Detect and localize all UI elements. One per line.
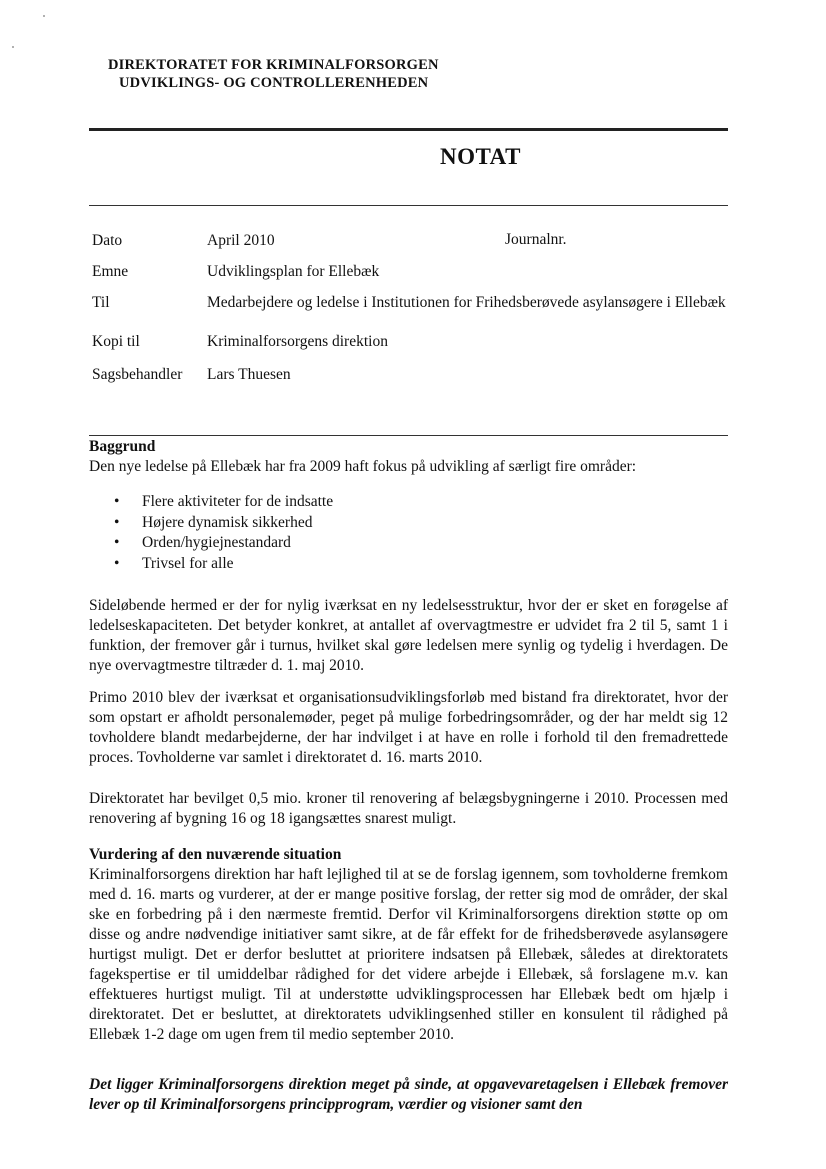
- date-value: April 2010: [207, 232, 275, 249]
- to-value: Medarbejdere og ledelse i Institutionen for Frihedsberøvede asylansøgere i Ellebæk: [207, 294, 726, 311]
- date-label: Dato: [92, 232, 123, 249]
- handler-label: Sagsbehandler: [92, 366, 183, 383]
- focus-area-list: [112, 492, 333, 574]
- journal-label: Journalnr.: [505, 231, 567, 248]
- list-item: • Orden/hygiejnestandard: [112, 533, 333, 554]
- list-item: • Trivsel for alle: [112, 554, 333, 575]
- to-label: Til: [92, 294, 110, 311]
- background-intro: Den nye ledelse på Ellebæk har fra 2009 haft fokus på udvikling af særligt fire områder:: [89, 458, 637, 475]
- handler-value: Lars Thuesen: [207, 366, 291, 383]
- scan-speck: [12, 46, 14, 48]
- background-section: [89, 437, 728, 477]
- subject-value: Udviklingsplan for Ellebæk: [207, 263, 380, 280]
- scan-speck: [43, 15, 45, 17]
- document-title: NOTAT: [440, 144, 521, 169]
- header-divider: [89, 128, 728, 131]
- org-line-2: UDVIKLINGS- OG CONTROLLERENHEDEN: [119, 75, 429, 91]
- organization-header: [108, 56, 439, 92]
- assessment-paragraph: Kriminalforsorgens direktion har haft lejlighed til at se de forslag igennem, som tovholderne fremkom med d. 16. marts og vurderer, at der er mange positive forslag, der retter sig mod de områder, der skal ske en forbedring på i den nærmeste fremtid. Derfor vil Kriminalforsorgens direktion støtte op om disse og andre nødvendige initiativer samt sikre, at de får effekt for de frihedsberøvede asylansøgere hurtigst muligt. Det er derfor besluttet at prioritere indsatsen på Ellebæk, således at direktoratets fagekspertise er til umiddelbar rådighed for det videre arbejde i Ellebæk, så forslagene m.v. kan effektueres hurtigst muligt. Til at understøtte udviklingsprocessen har Ellebæk bedt om hjælp i direktoratet. Det er besluttet, at direktoratets udviklingsenhed stiller en konsulent til rådighed på Ellebæk 1-2 dage om ugen frem til medio september 2010.: [89, 866, 728, 1043]
- background-paragraph-2: Primo 2010 blev der iværksat et organisationsudviklingsforløb med bistand fra direktoratet, hvor der som opstart er afholdt personalemøder, peget på mulige forbedringsområder, og der har meldt sig 12 tovholdere blandt medarbejderne, der har indvilget i at have en rolle i forhold til den fremadrettede proces. Tovholderne var samlet i direktoratet d. 16. marts 2010.: [89, 689, 728, 766]
- background-paragraph-3: Direktoratet har bevilget 0,5 mio. kroner til renovering af belægsbygningerne i 2010. Processen med renovering af bygning 16 og 18 igangsættes snarest muligt.: [89, 790, 728, 827]
- background-paragraph-1: Sideløbende hermed er der for nylig iværksat en ny ledelsesstruktur, hvor der er sket en forøgelse af ledelseskapaciteten. Det betyder konkret, at antallet af overvagtmestre er udvidet fra 2 til 5, samt 1 i funktion, der fremover går i turnus, hvilket skal gøre ledelsen mere synlig og tydelig i hverdagen. De nye overvagtmestre tiltræder d. 1. maj 2010.: [89, 597, 728, 674]
- list-item: • Højere dynamisk sikkerhed: [112, 513, 333, 534]
- org-line-1: DIREKTORATET FOR KRIMINALFORSORGEN: [108, 57, 439, 73]
- copy-value: Kriminalforsorgens direktion: [207, 333, 388, 350]
- title-divider: [89, 205, 728, 206]
- assessment-section: [89, 845, 728, 1045]
- subject-label: Emne: [92, 263, 129, 280]
- list-item: • Flere aktiviteter for de indsatte: [112, 492, 333, 513]
- closing-statement: Det ligger Kriminalforsorgens direktion meget på sinde, at opgavevaretagelsen i Ellebæk fremover lever op til Kriminalforsorgens principprogram, værdier og visioner samt den: [89, 1076, 728, 1113]
- copy-label: Kopi til: [92, 333, 140, 350]
- background-heading: Baggrund: [89, 438, 156, 455]
- assessment-heading: Vurdering af den nuværende situation: [89, 846, 342, 863]
- section-divider: [89, 435, 728, 436]
